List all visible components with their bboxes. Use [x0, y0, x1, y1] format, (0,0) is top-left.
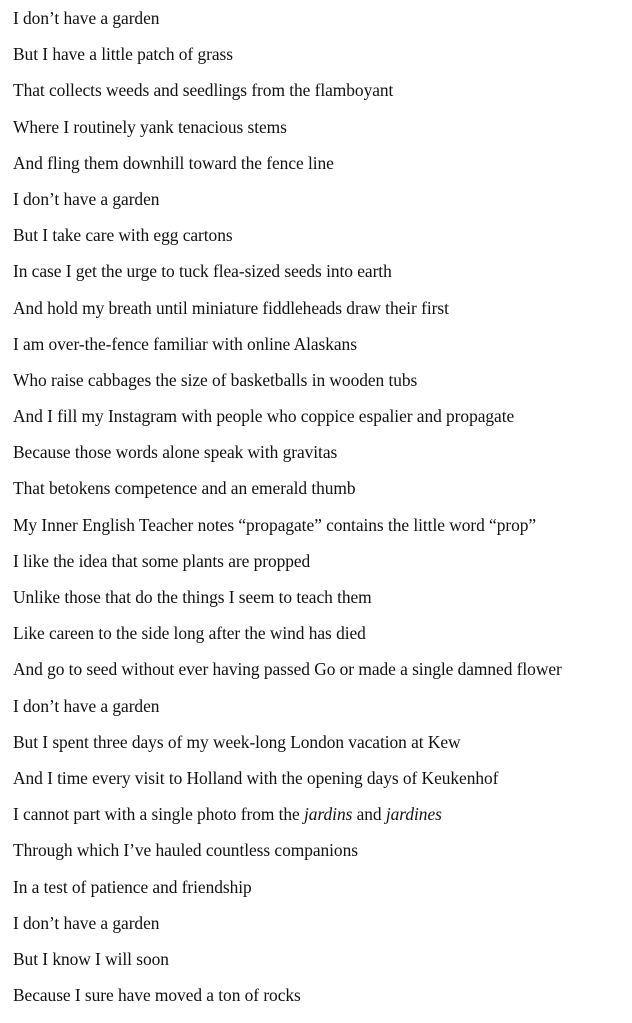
poem-line: My Inner English Teacher notes “propagate” contains the little word “prop”: [13, 514, 537, 535]
poem-line: And I fill my Instagram with people who coppice espalier and propagate: [13, 406, 515, 427]
poem-line: I don’t have a garden: [13, 695, 160, 716]
poem-line: But I know I will soon: [13, 948, 169, 969]
poem-line: I am over-the-fence familiar with online Alaskans: [13, 333, 357, 354]
poem-line: Unlike those that do the things I seem to teach them: [13, 587, 372, 607]
poem-line: And I time every visit to Holland with the opening days of Keukenhof: [13, 767, 499, 788]
italic-word-jardins: jardins: [304, 804, 353, 825]
poem-line: But I take care with egg cartons: [13, 225, 233, 246]
poem-line: And go to seed without ever having passed Go or made a single damned flower: [13, 659, 562, 680]
poem-line: I like the idea that some plants are propped: [13, 550, 311, 571]
poem-line: And hold my breath until miniature fiddleheads draw their first: [13, 297, 449, 318]
italic-word-jardines: jardines: [385, 804, 442, 825]
poem-line: But I have a little patch of grass: [13, 44, 233, 65]
poem-line-italic-mix: [13, 802, 632, 838]
poem-line: I don’t have a garden: [13, 912, 160, 933]
poem-line: Because I sure have moved a ton of rocks: [13, 985, 301, 1006]
poem-line: Like careen to the side long after the wind has died: [13, 623, 366, 644]
poem-line: Where I routinely yank tenacious stems: [13, 116, 287, 137]
poem-line: Who raise cabbages the size of basketballs in wooden tubs: [13, 369, 418, 390]
poem-line: But I spent three days of my week-long London vacation at Kew: [13, 731, 461, 752]
poem-line-text: I cannot part with a single photo from the: [13, 804, 305, 825]
poem-line: That collects weeds and seedlings from the flamboyant: [13, 80, 394, 101]
poem-line: Through which I’ve hauled countless companions: [13, 840, 358, 861]
poem-line: Because those words alone speak with gravitas: [13, 442, 338, 463]
poem-line: That betokens competence and an emerald thumb: [13, 478, 356, 499]
poem-line: I don’t have a garden: [13, 8, 160, 28]
poem-line: I don’t have a garden: [13, 188, 160, 209]
poem-line: And fling them downhill toward the fence line: [13, 152, 334, 173]
poem-line: In a test of patience and friendship: [13, 876, 252, 897]
poem-line-text: and: [352, 804, 386, 825]
poem-line: In case I get the urge to tuck flea-sized seeds into earth: [13, 261, 392, 282]
poem: [13, 6, 632, 1019]
